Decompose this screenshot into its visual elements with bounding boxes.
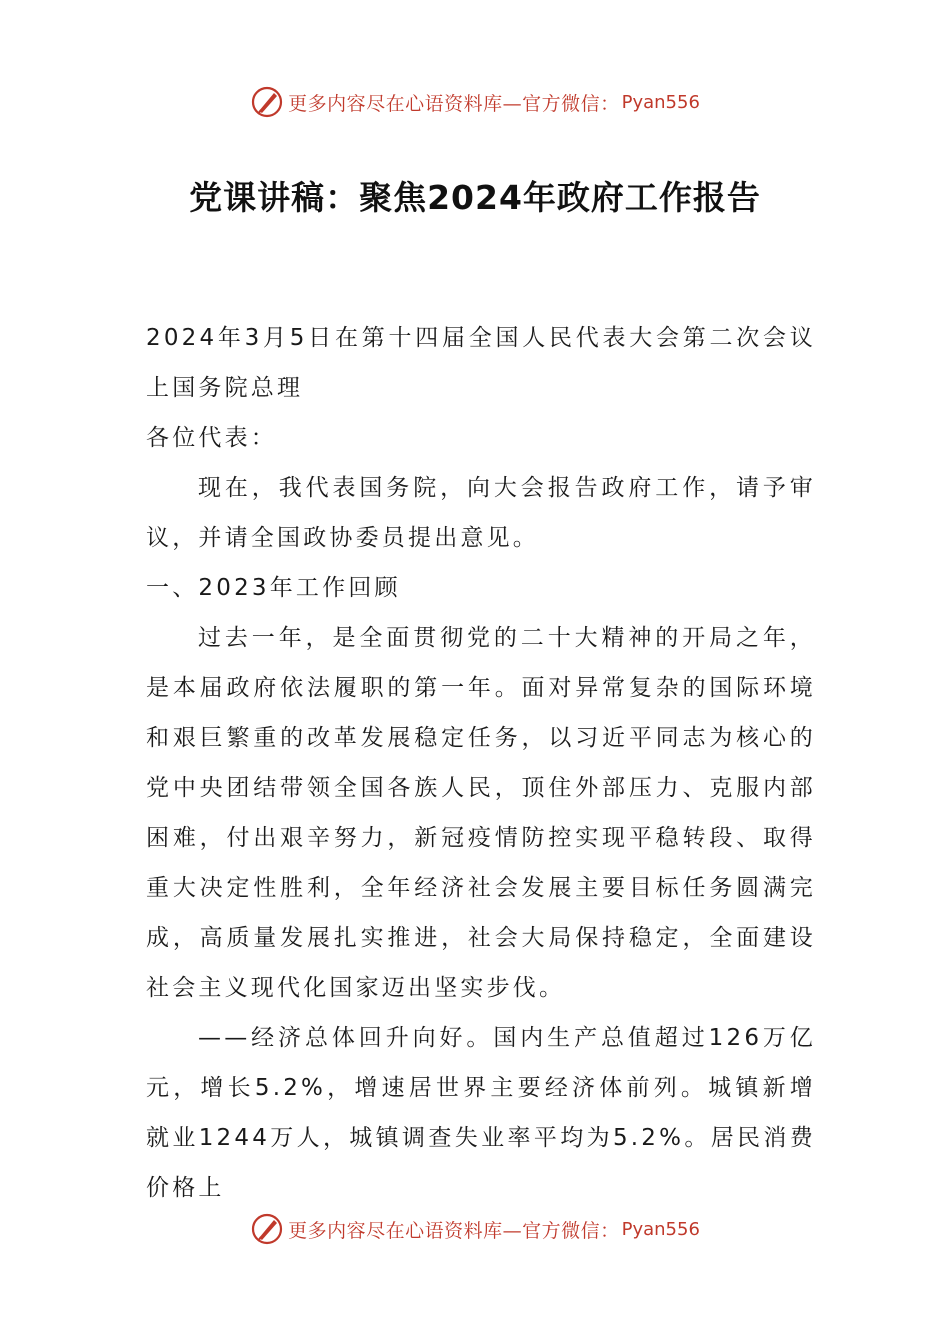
- watermark-banner-bottom: [0, 1209, 950, 1249]
- document-title: 党课讲稿：聚焦2024年政府工作报告: [189, 178, 761, 217]
- watermark-text: 更多内容尽在心语资料库—官方微信：: [288, 92, 620, 115]
- document-body: [146, 313, 816, 1213]
- opening-paragraph: 现在，我代表国务院，向大会报告政府工作，请予审议，并请全国政协委员提出意见。: [146, 475, 816, 551]
- watermark-account: Pyan556: [621, 1218, 700, 1240]
- watermark-banner-top: [0, 82, 950, 122]
- section-heading: 一、2023年工作回顾: [146, 575, 401, 601]
- meeting-info: 2024年3月5日在第十四届全国人民代表大会第二次会议上国务院总理: [146, 325, 816, 401]
- salutation: 各位代表：: [146, 425, 277, 451]
- watermark-text: 更多内容尽在心语资料库—官方微信：: [288, 1219, 620, 1242]
- review-paragraph: 过去一年，是全面贯彻党的二十大精神的开局之年，是本届政府依法履职的第一年。面对异常复杂的国际环境和艰巨繁重的改革发展稳定任务，以习近平同志为核心的党中央团结带领全国各族人民，顶住外部压力、克服内部困难，付出艰辛努力，新冠疫情防控实现平稳转段、取得重大决定性胜利，全年经济社会发展主要目标任务圆满完成，高质量发展扎实推进，社会大局保持稳定，全面建设社会主义现代化国家迈出坚实步伐。: [146, 625, 816, 1001]
- quill-pen-logo-icon: [250, 85, 284, 119]
- watermark-account: Pyan556: [621, 91, 700, 113]
- economy-paragraph: ——经济总体回升向好。国内生产总值超过126万亿元，增长5.2%，增速居世界主要经济体前列。城镇新增就业1244万人，城镇调查失业率平均为5.2%。居民消费价格上: [146, 1025, 816, 1201]
- quill-pen-logo-icon: [250, 1212, 284, 1246]
